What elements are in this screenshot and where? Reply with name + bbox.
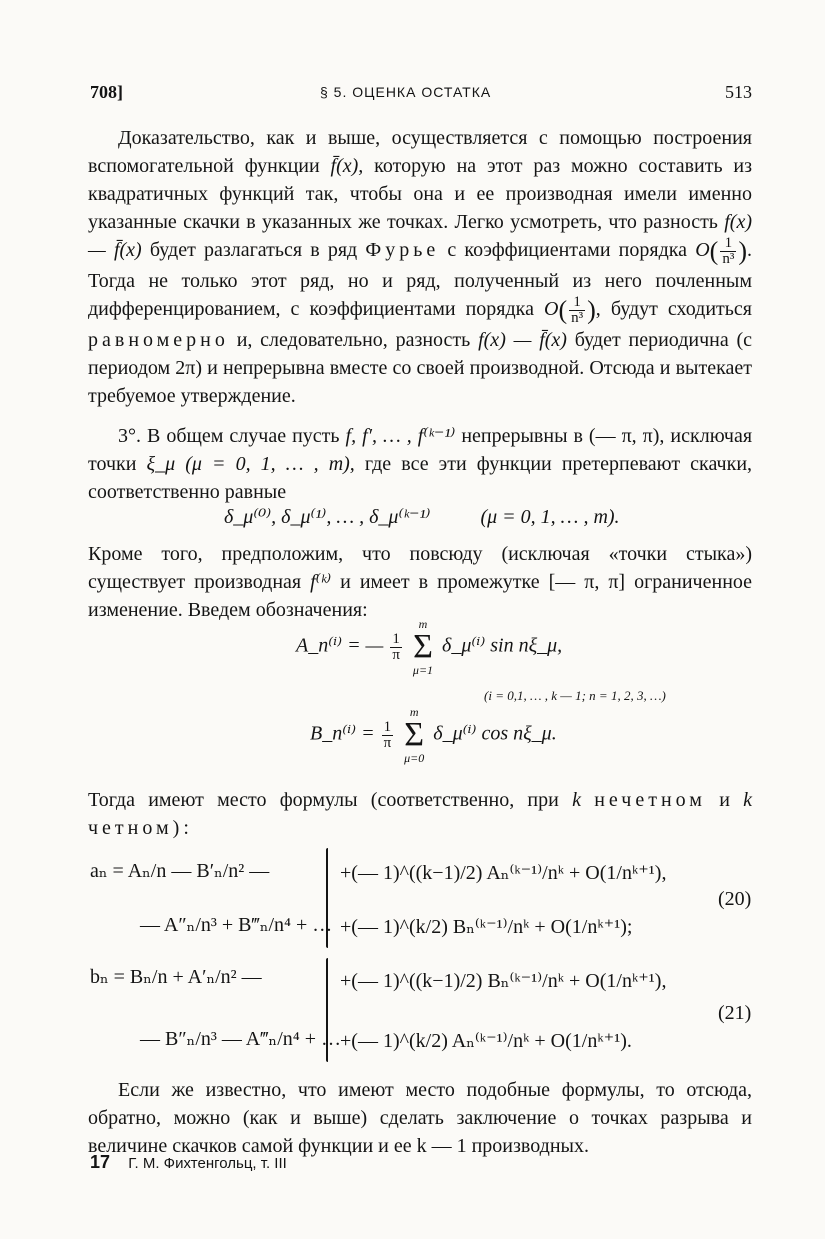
formula-20-left-1: aₙ = Aₙ/n — B′ₙ/n² —	[90, 860, 270, 882]
fourier-term: Фурье	[365, 239, 440, 262]
uniform-term: равномерно	[88, 329, 229, 351]
sum-symbol: m Σ μ=0	[404, 705, 425, 765]
formula-21-right-2: +(— 1)^(k/2) Aₙ⁽ᵏ⁻¹⁾/nᵏ + O(1/nᵏ⁺¹).	[340, 1030, 632, 1052]
paragraph-general-case: 3°. В общем случае пусть f, f′, … , f⁽ᵏ⁻¹⁾ непрерывны в (— π, π), исключая точки ξ_μ (μ = 0, 1, … , m), где все эти функции претерпевают скачки, соответственно равные	[88, 425, 753, 503]
paragraph-assumption: Кроме того, предположим, что повсюду (исключая «точки стыка») существует производная f⁽ᵏ⁾ и имеет в промежутке [— π, π] ограниченное изменение. Введем обозначения:	[88, 543, 753, 621]
formula-21-right-1: +(— 1)^((k−1)/2) Bₙ⁽ᵏ⁻¹⁾/nᵏ + O(1/nᵏ⁺¹),	[340, 970, 667, 992]
equation-jumps: δ_μ⁽⁰⁾, δ_μ⁽¹⁾, … , δ_μ⁽ᵏ⁻¹⁾ (μ = 0, 1, … , m).	[224, 506, 620, 528]
equation-B-coeff: B_n⁽ⁱ⁾ = $\frac{1}{\pi}$ m Σ μ=0 δ_μ⁽ⁱ⁾ cos nξ_μ.	[310, 705, 557, 765]
section-number: 708]	[90, 82, 123, 102]
paragraph-converse: Если же известно, что имеют место подобные формулы, то отсюда, обратно, можно (как и выше) сделать заключение о точках разрыва и величине скачков самой функции и ее k — 1 производных.	[88, 1079, 752, 1157]
page-number: 513	[725, 82, 752, 102]
brace-20	[326, 848, 328, 948]
sum-symbol: m Σ μ=1	[412, 617, 434, 677]
signature-text: Г. М. Фихтенгольц, т. III	[128, 1155, 287, 1172]
signature-footer	[90, 1152, 287, 1173]
index-range: (i = 0,1, … , k — 1; n = 1, 2, 3, …)	[484, 688, 666, 703]
brace-21	[326, 958, 328, 1062]
formula-20-right-1: +(— 1)^((k−1)/2) Aₙ⁽ᵏ⁻¹⁾/nᵏ + O(1/nᵏ⁺¹),	[340, 862, 667, 884]
formula-20-right-2: +(— 1)^(k/2) Bₙ⁽ᵏ⁻¹⁾/nᵏ + O(1/nᵏ⁺¹);	[340, 916, 633, 938]
paragraph-proof: Доказательство, как и выше, осуществляется с помощью построения вспомогательной функции f̄(x), которую на этот раз можно составить из квадратичных функций так, чтобы она и ее производная имели именно указанные скачки в указанных же точках. Легко усмотреть, что разность f(x) — f̄(x) будет разлагаться в ряд Фурье с коэффициентами порядка O( $\frac{1}{\text{n³}}$ ). Тогда не только этот ряд, но и ряд, полученный из него почленным дифференцированием, с коэффициентами порядка O( $\frac{1}{\text{n³}}$ ), будут сходиться равномерно и, следовательно, разность f(x) — f̄(x) будет периодична (с периодом 2π) и непрерывна вместе со своей производной. Отсюда и вытекает требуемое утверждение.	[88, 127, 753, 407]
formula-21-left-2: — B″ₙ/n³ — A‴ₙ/n⁴ + …	[140, 1028, 342, 1050]
equation-A-coeff: A_n⁽ⁱ⁾ = — $\frac{1}{\pi}$ m Σ μ=1 δ_μ⁽ⁱ⁾ sin nξ_μ,	[296, 617, 563, 677]
signature-number: 17	[90, 1152, 111, 1172]
running-header	[90, 82, 752, 108]
formula-20-left-2: — A″ₙ/n³ + B‴ₙ/n⁴ + …	[140, 914, 333, 936]
paragraph-formulas-intro: Тогда имеют место формулы (соответственно, при k нечетном и k четном):	[88, 789, 753, 839]
section-title: § 5. ОЦЕНКА ОСТАТКА	[320, 84, 492, 100]
formula-21-left-1: bₙ = Bₙ/n + A′ₙ/n² —	[90, 966, 262, 988]
equation-number-21: (21)	[718, 1002, 752, 1024]
fraction-1-over-n3: $\frac{1}{\text{n³}}$	[722, 235, 735, 267]
equation-number-20: (20)	[718, 888, 752, 910]
